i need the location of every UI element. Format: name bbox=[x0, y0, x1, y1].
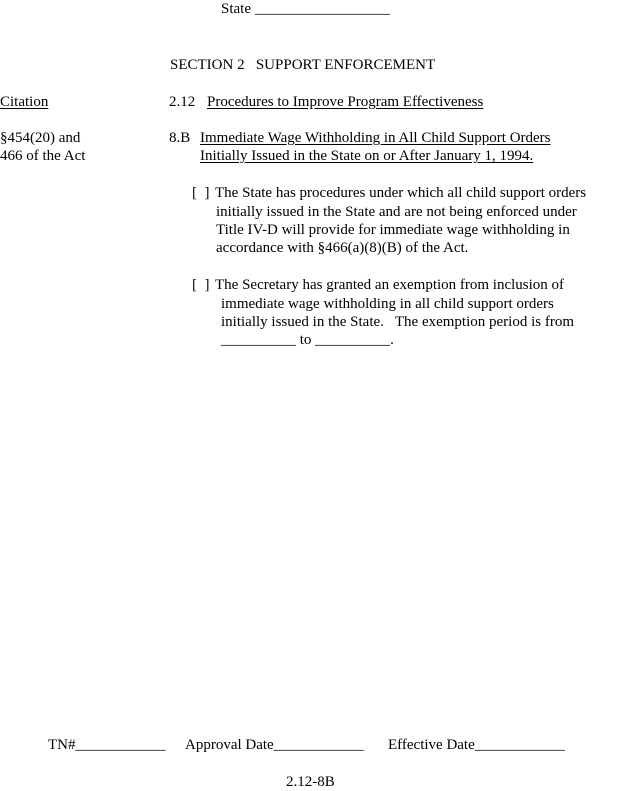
option-1-line-4: accordance with §466(a)(8)(B) of the Act. bbox=[216, 240, 469, 256]
option-1-checkbox[interactable]: [ ] bbox=[192, 185, 210, 201]
option-1-line-2: initially issued in the State and are not being enforced under bbox=[216, 204, 577, 220]
item-number: 8.B bbox=[169, 130, 191, 146]
footer-tn: TN#____________ bbox=[48, 737, 166, 753]
option-2-checkbox[interactable]: [ ] bbox=[192, 277, 210, 293]
citation-heading: Citation bbox=[0, 94, 49, 110]
section-title: SECTION 2 SUPPORT ENFORCEMENT bbox=[170, 57, 436, 73]
state-line: State __________________ bbox=[221, 1, 390, 17]
item-title-line-2: Initially Issued in the State on or After January 1, 1994. bbox=[200, 148, 534, 164]
option-2-line-3: initially issued in the State. The exemption period is from bbox=[221, 314, 574, 330]
footer-effective-date: Effective Date____________ bbox=[388, 737, 565, 753]
option-2-line-4: __________ to __________. bbox=[221, 332, 394, 348]
page-number: 2.12-8B bbox=[286, 774, 335, 790]
citation-ref-line-2: 466 of the Act bbox=[0, 148, 86, 164]
subsection-number: 2.12 bbox=[169, 94, 196, 110]
footer-approval-date: Approval Date____________ bbox=[185, 737, 364, 753]
item-title-line-1: Immediate Wage Withholding in All Child Support Orders bbox=[200, 130, 551, 146]
option-1-line-3: Title IV-D will provide for immediate wage withholding in bbox=[216, 222, 570, 238]
option-1-line-1: The State has procedures under which all child support orders bbox=[215, 185, 587, 201]
citation-ref-line-1: §454(20) and bbox=[0, 130, 81, 146]
option-2-line-1: The Secretary has granted an exemption from inclusion of bbox=[215, 277, 565, 293]
subsection-title: Procedures to Improve Program Effectiveness bbox=[207, 94, 484, 110]
option-2-line-2: immediate wage withholding in all child support orders bbox=[221, 296, 554, 312]
